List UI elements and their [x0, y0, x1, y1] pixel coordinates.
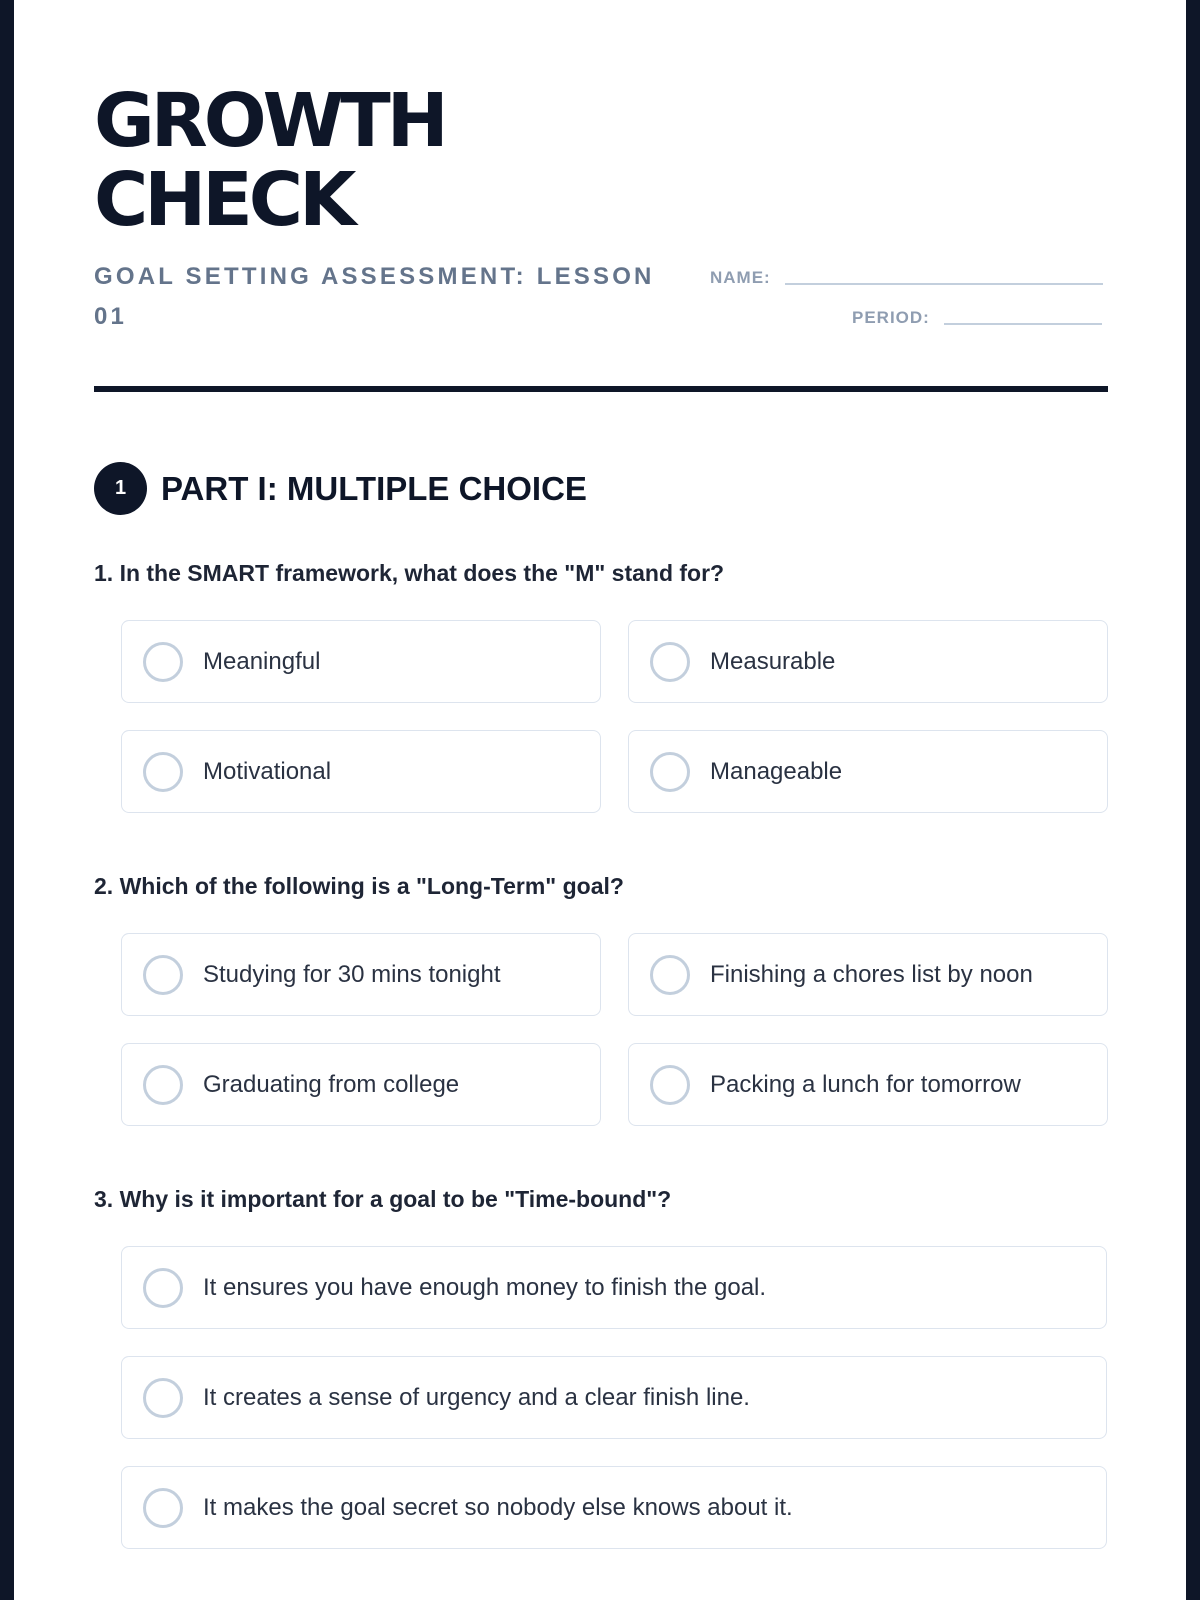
q2-option-b[interactable] — [628, 933, 1108, 1016]
radio-icon[interactable] — [143, 1268, 183, 1308]
radio-icon[interactable] — [650, 955, 690, 995]
q3-option-c[interactable] — [121, 1466, 1107, 1549]
radio-icon[interactable] — [143, 955, 183, 995]
page-subtitle: GOAL SETTING ASSESSMENT: LESSON 01 — [94, 263, 655, 330]
question-2: 2. Which of the following is a "Long-Term" goal? — [94, 873, 624, 899]
radio-icon[interactable] — [650, 642, 690, 682]
question-1: 1. In the SMART framework, what does the "M" stand for? — [94, 560, 725, 586]
section-number-badge: 1 — [94, 462, 147, 515]
header-divider — [94, 386, 1108, 392]
q1-option-b[interactable] — [628, 620, 1108, 703]
q2-option-d[interactable] — [628, 1043, 1108, 1126]
option-label: It creates a sense of urgency and a clear finish line. — [203, 1383, 750, 1411]
option-label: Meaningful — [203, 647, 321, 675]
title-line-2: CHECK — [94, 157, 353, 243]
option-label: Motivational — [203, 757, 332, 785]
option-label: Manageable — [710, 757, 843, 785]
section-header — [94, 462, 587, 515]
period-label: PERIOD: — [852, 308, 930, 327]
page-title — [94, 78, 445, 243]
question-3: 3. Why is it important for a goal to be "Time-bound"? — [94, 1186, 672, 1212]
worksheet-page — [14, 0, 1186, 1600]
q3-option-a[interactable] — [121, 1246, 1107, 1329]
q1-option-d[interactable] — [628, 730, 1108, 813]
option-label: Packing a lunch for tomorrow — [710, 1070, 1021, 1098]
radio-icon[interactable] — [143, 642, 183, 682]
radio-icon[interactable] — [650, 1065, 690, 1105]
q2-option-c[interactable] — [121, 1043, 601, 1126]
option-label: Finishing a chores list by noon — [710, 960, 1033, 988]
option-label: Measurable — [710, 647, 836, 675]
radio-icon[interactable] — [143, 1488, 183, 1528]
section-title: PART I: MULTIPLE CHOICE — [161, 469, 587, 507]
name-field — [710, 268, 1103, 288]
radio-icon[interactable] — [143, 752, 183, 792]
period-input-line[interactable] — [944, 323, 1102, 325]
radio-icon[interactable] — [143, 1065, 183, 1105]
name-label: NAME: — [710, 268, 771, 287]
q3-option-b[interactable] — [121, 1356, 1107, 1439]
radio-icon[interactable] — [143, 1378, 183, 1418]
q1-option-c[interactable] — [121, 730, 601, 813]
name-input-line[interactable] — [785, 283, 1103, 285]
radio-icon[interactable] — [650, 752, 690, 792]
option-label: Studying for 30 mins tonight — [203, 960, 501, 988]
option-label: Graduating from college — [203, 1070, 460, 1098]
q1-option-a[interactable] — [121, 620, 601, 703]
option-label: It makes the goal secret so nobody else knows about it. — [203, 1493, 793, 1521]
option-label: It ensures you have enough money to finish the goal. — [203, 1273, 767, 1301]
period-field — [852, 308, 1102, 328]
title-line-1: GROWTH — [94, 78, 445, 164]
q2-option-a[interactable] — [121, 933, 601, 1016]
